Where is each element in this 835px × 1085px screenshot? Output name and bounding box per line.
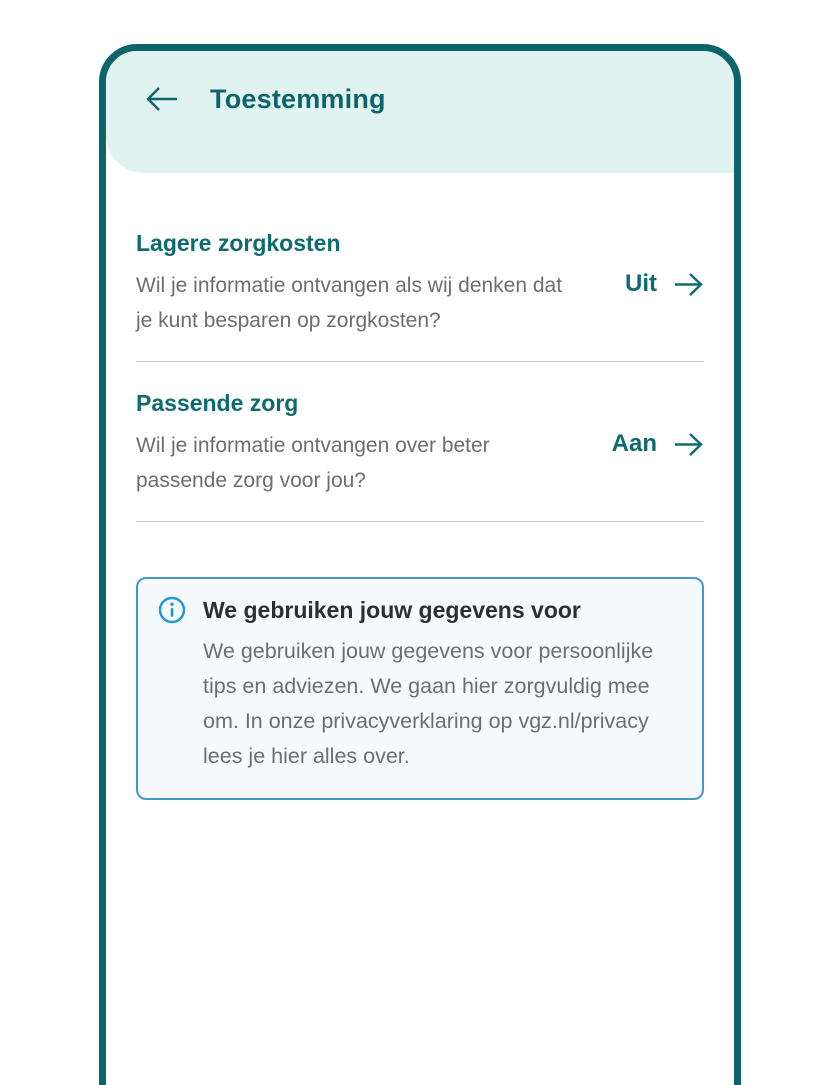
info-card-body bbox=[203, 634, 682, 774]
info-card-title: We gebruiken jouw gegevens voor bbox=[203, 596, 581, 623]
info-card-header bbox=[158, 596, 682, 624]
arrow-left-icon bbox=[144, 86, 180, 112]
page-title: Toestemming bbox=[210, 83, 386, 114]
setting-value-badge: Uit bbox=[625, 270, 657, 297]
app-header bbox=[106, 51, 734, 173]
description-line: Wil je informatie ontvangen over beter bbox=[136, 434, 490, 457]
setting-title: Passende zorg bbox=[136, 390, 299, 416]
setting-text bbox=[136, 228, 621, 338]
description-line: passende zorg voor jou? bbox=[136, 469, 366, 492]
info-body-line: We gebruiken jouw gegevens voor persoonlijke bbox=[203, 639, 654, 663]
info-body-line: tips en adviezen. We gaan hier zorgvuldig mee bbox=[203, 674, 650, 698]
setting-value-badge: Aan bbox=[611, 430, 657, 457]
setting-text bbox=[136, 388, 612, 498]
description-line: je kunt besparen op zorgkosten? bbox=[136, 309, 441, 332]
info-body-line: om. In onze privacyverklaring op vgz.nl/privacy bbox=[203, 709, 649, 733]
setting-row-passende-zorg[interactable] bbox=[136, 362, 704, 522]
setting-description bbox=[136, 428, 612, 498]
phone-frame bbox=[99, 44, 741, 1085]
setting-action[interactable] bbox=[625, 270, 704, 298]
setting-row-lagere-zorgkosten[interactable] bbox=[136, 173, 704, 362]
back-button[interactable] bbox=[144, 86, 180, 112]
setting-title: Lagere zorgkosten bbox=[136, 230, 341, 256]
setting-action[interactable] bbox=[612, 430, 704, 458]
main-content bbox=[106, 173, 734, 800]
setting-description bbox=[136, 268, 621, 338]
info-card bbox=[136, 577, 704, 800]
arrow-right-icon bbox=[673, 431, 704, 458]
info-body-line: lees je hier alles over. bbox=[203, 744, 410, 768]
description-line: Wil je informatie ontvangen als wij denken dat bbox=[136, 274, 563, 297]
info-icon bbox=[158, 596, 186, 624]
arrow-right-icon bbox=[673, 271, 704, 298]
